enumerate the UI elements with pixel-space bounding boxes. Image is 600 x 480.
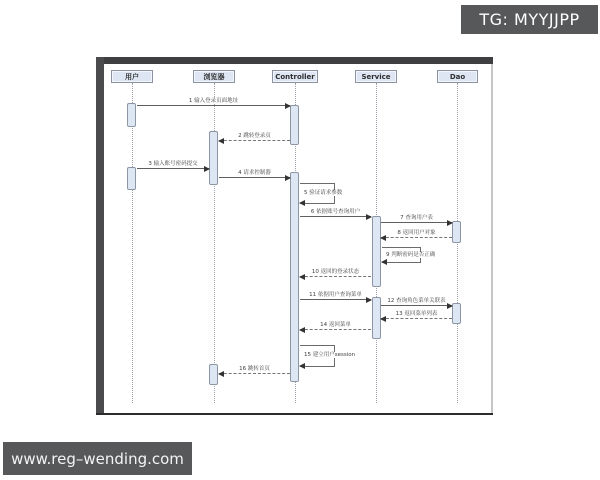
activation-browser-1 [209, 131, 218, 185]
arrowhead-right-icon [285, 103, 291, 109]
participant-label-dao: Dao [449, 72, 466, 81]
arrowhead-left-icon [299, 363, 305, 369]
message-9-label: 9 判断密码是否正确 [386, 252, 436, 258]
page-bottom-edge [96, 413, 493, 415]
participant-label-controller: Controller [275, 72, 315, 81]
telegram-badge [461, 5, 598, 34]
message-1-line [137, 105, 290, 106]
activation-controller-2 [290, 172, 299, 382]
lifeline-user [132, 83, 133, 403]
message-12-line [381, 305, 452, 306]
arrowhead-right-icon [447, 220, 453, 226]
message-2-line [219, 140, 290, 141]
arrowhead-left-icon [380, 235, 386, 241]
telegram-badge-text: TG: MYYJJPP [479, 10, 580, 29]
arrowhead-left-icon [380, 316, 386, 322]
arrowhead-right-icon [204, 166, 210, 172]
arrowhead-left-icon [299, 327, 305, 333]
message-13-label: 13 返回菜单列表 [395, 311, 438, 317]
participant-label-user: 用户 [125, 72, 139, 81]
message-6-line [300, 216, 371, 217]
participant-box-user [111, 70, 153, 83]
message-8-line [381, 237, 452, 238]
arrowhead-right-icon [447, 303, 453, 309]
arrowhead-left-icon [299, 274, 305, 280]
activation-dao-1 [452, 221, 461, 243]
arrowhead-left-icon [218, 371, 224, 377]
participant-box-browser [193, 70, 235, 83]
activation-service-1 [372, 216, 381, 287]
participant-box-controller [272, 70, 318, 83]
watermark-bar [3, 442, 192, 475]
participant-label-service: Service [361, 72, 391, 81]
message-10-line [300, 276, 371, 277]
message-1-label: 1 输入登录页面地址 [188, 98, 239, 104]
arrowhead-left-icon [381, 259, 387, 265]
message-6-label: 6 依据账号查询用户 [310, 209, 361, 215]
message-2-label: 2 跳转登录页 [238, 133, 271, 139]
message-11-line [300, 299, 371, 300]
arrowhead-right-icon [366, 297, 372, 303]
message-7-label: 7 查询用户表 [400, 215, 433, 221]
arrowhead-left-icon [299, 200, 305, 206]
activation-controller-1 [290, 105, 299, 145]
lifeline-dao [457, 83, 458, 403]
page-right-edge [491, 64, 493, 413]
arrowhead-right-icon [366, 214, 372, 220]
message-16-label: 16 跳转首页 [239, 366, 270, 372]
participant-label-browser: 浏览器 [203, 72, 225, 81]
message-10-label: 10 返回的登录状态 [311, 269, 360, 275]
activation-user-2 [127, 167, 136, 190]
message-16-line [219, 373, 290, 374]
message-4-line [219, 177, 290, 178]
message-3-label: 3 输入账号密码提交 [148, 161, 198, 167]
page-top-edge [96, 57, 493, 64]
message-15-label: 15 建立用户session [304, 352, 356, 358]
activation-browser-2 [209, 364, 218, 385]
message-14-label: 14 返回菜单 [320, 322, 351, 328]
message-11-label: 11 依据用户查询菜单 [309, 292, 362, 298]
arrowhead-right-icon [285, 175, 291, 181]
participant-box-service [355, 70, 397, 83]
message-12-label: 12 查询角色菜单关联表 [387, 298, 446, 304]
message-3-line [137, 168, 209, 169]
message-14-line [300, 329, 371, 330]
message-13-line [381, 318, 452, 319]
message-5-label: 5 验证请求参数 [304, 190, 343, 196]
arrowhead-left-icon [218, 138, 224, 144]
participant-box-dao [437, 70, 478, 83]
message-4-label: 4 请求控制器 [238, 170, 271, 176]
message-8-label: 8 返回用户对象 [397, 230, 436, 236]
page-left-edge [96, 57, 104, 415]
activation-dao-2 [452, 303, 461, 324]
watermark-url: www.reg–wending.com [11, 449, 184, 468]
activation-user-1 [127, 103, 136, 127]
message-7-line [381, 222, 452, 223]
